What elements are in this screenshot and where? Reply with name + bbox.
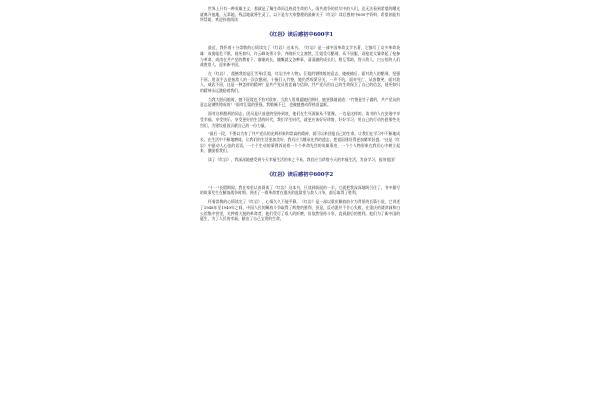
essay-section-1: [200, 32, 400, 163]
section-1-paragraph-1: 最近，我怀着十分崇敬的心情读完了《红岩》这本书。《红岩》是一部中国革命文学名著，它描写了众多革命英雄：成岗临危不惧，视死如归，许云峰英勇斗争，齐晓轩大义凛然，江姐受尽酷刑，从不屈服，双枪老太婆拿起了枪参与革命，成岗在共产党的教育下，渐渐成长，慷慨就义各种事，清清澈的成长们，相互帮助，智斗敌人，白公馆的人们战胜敌人，迎来新中国。: [200, 45, 400, 68]
document-page: [200, 6, 400, 398]
section-2-paragraph-1: "十一"长假期间，我在家里认真阅读了《红岩》这本书，只读到前面的一半，它就把我深深地吸引住了。书中描写的故事发生在解放战争时期，讲述了一群革命者在重庆的监狱里与敌人斗争，最后取得了胜利。: [200, 184, 400, 196]
section-1-paragraph-2: 在《红岩》，震撼我的是江雪琴(江姐，红岩书中人物)。江姐的钢铁般的意志，她被捕后，面对敌人的酷刑，坚强不屈，用双手去迎接敌人的一次次酷刑，十指钉入竹签，她仍然咬紧牙关，一声不吭，面对死亡，从容微笑，面对敌人，威武不屈，这是一种怎样的精神？是共产党员的忠诚与信仰，共产党员用自己的生命保卫了自己的信念，视死如归的精神永远激励着我们。: [200, 70, 400, 94]
section-1-paragraph-6: 读了《红岩》，我深深地感受到今天幸福生活的来之不易，我们应当珍惜今天的幸福生活，发奋学习，报效祖国！: [208, 157, 398, 163]
intro-paragraph: 世界上只有一种英雄主义，那就是了解生命而且热爱生命的人。国共战争的伏尔中的人们，达无法看到希望的曙光就离开他地，无辜地，残忍地就将生灵了。以下是为大家整理的最新关于《红岩》读后感初中600字资料，希望你能有所帮助，欢迎你的阅读: [200, 6, 400, 23]
section-1-paragraph-4: 面对这样酷刑的同志，团员是只前进的坚持到底，他们在生死面前从不犹豫。一边是这样的，读书的人在安逸中享受幸福，享受快乐，享受更好的生活的时代，我们学生时代，就更应该好好珍惜，好好学习，用自己的行动告慰那些先烈们，为建设祖国贡献自己的一份力量。: [200, 111, 400, 128]
section-1-paragraph-3: 当我大胆问她时，她不说谎也不怕对敌审，当敌人用刑逼她招供时，她坚强地说道："竹签是竹子做的，共产党员的意志是钢铁铸成的！"面对江姐的坚强，我敬佩不已，也被她感动得热泪盈眶。: [200, 96, 400, 108]
section-title-1: 《红岩》读后感初中600字1: [266, 32, 334, 39]
section-1-paragraph-5: "最后一段，不要以为有了共产党员的光辉形象和崇高的精神，就可以来回报自己的生命。让我们在学习中不断地成长，在生活中不断地磨练，让我们的生活更加美好，我们应当继承先烈的遗志，把祖国建设得更加繁荣昌盛。"这是《红岩》中最动人心弦的话语，一个个生动的事例诉说着一个个革命先烈的英雄事迹，一个个人物形象在我们心中树立起来，激励着我们。: [200, 131, 400, 154]
essay-section-2: [200, 172, 400, 222]
section-2-paragraph-2: 怀着崇敬的心情读完了《红岩》，心情久久不能平静。《红岩》是一部以重庆解放前夕为背景的长篇小说，它讲述了1948年至1949年之间，中国人民的解放斗争取得了辉煌的胜利，但是，反动派并不甘心失败，在重庆的渣滓洞和白公馆集中营里，关押着大批的革命者，他们受尽了敌人的折磨，但依然坚持斗争，直到最后的胜利。他们为了新中国的诞生，为了人民的幸福，献出了自己宝贵的生命。: [200, 199, 400, 222]
section-title-2: 《红岩》读后感初中600字2: [266, 171, 334, 178]
